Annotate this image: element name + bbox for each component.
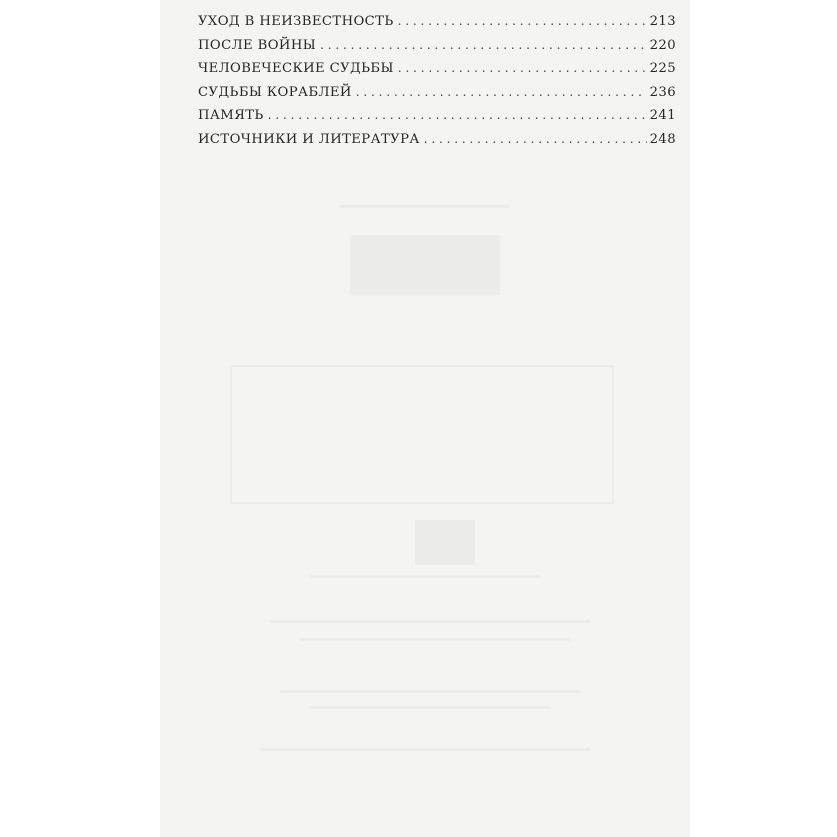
toc-entry-page: 248 — [649, 131, 676, 147]
ghost-line — [340, 205, 510, 208]
toc-entry — [198, 85, 676, 109]
ghost-frame — [230, 365, 614, 504]
ghost-seal — [415, 520, 475, 565]
toc-entry — [198, 14, 676, 38]
toc-entry-title: ПОСЛЕ ВОЙНЫ — [198, 37, 317, 53]
toc-entry — [198, 108, 676, 132]
toc-entry-page: 220 — [649, 37, 676, 53]
dot-leader — [424, 132, 647, 146]
toc-entry — [198, 38, 676, 62]
ghost-emblem — [350, 235, 500, 295]
dot-leader — [268, 108, 647, 122]
dot-leader — [356, 85, 647, 99]
dot-leader — [398, 61, 647, 75]
table-of-contents — [198, 14, 676, 156]
toc-entry-title: ПАМЯТЬ — [198, 108, 264, 124]
toc-entry — [198, 132, 676, 156]
ghost-line — [310, 706, 550, 709]
toc-entry-page: 213 — [649, 14, 676, 29]
toc-entry-page: 236 — [649, 84, 676, 100]
toc-entry-title: СУДЬБЫ КОРАБЛЕЙ — [198, 84, 352, 100]
toc-entry-page: 241 — [649, 108, 676, 124]
toc-entry-title: ЧЕЛОВЕЧЕСКИЕ СУДЬБЫ — [198, 61, 394, 77]
ghost-line — [300, 638, 570, 641]
dot-leader — [398, 14, 647, 28]
dot-leader — [320, 38, 647, 52]
toc-entry-page: 225 — [649, 61, 676, 77]
toc-entry-title: ИСТОЧНИКИ И ЛИТЕРАТУРА — [198, 131, 420, 147]
ghost-line — [310, 575, 540, 578]
toc-entry-title: УХОД В НЕИЗВЕСТНОСТЬ — [198, 14, 394, 29]
ghost-line — [280, 690, 580, 693]
book-page — [160, 0, 690, 837]
ghost-line — [270, 620, 590, 623]
ghost-line — [260, 748, 590, 751]
toc-entry — [198, 61, 676, 85]
